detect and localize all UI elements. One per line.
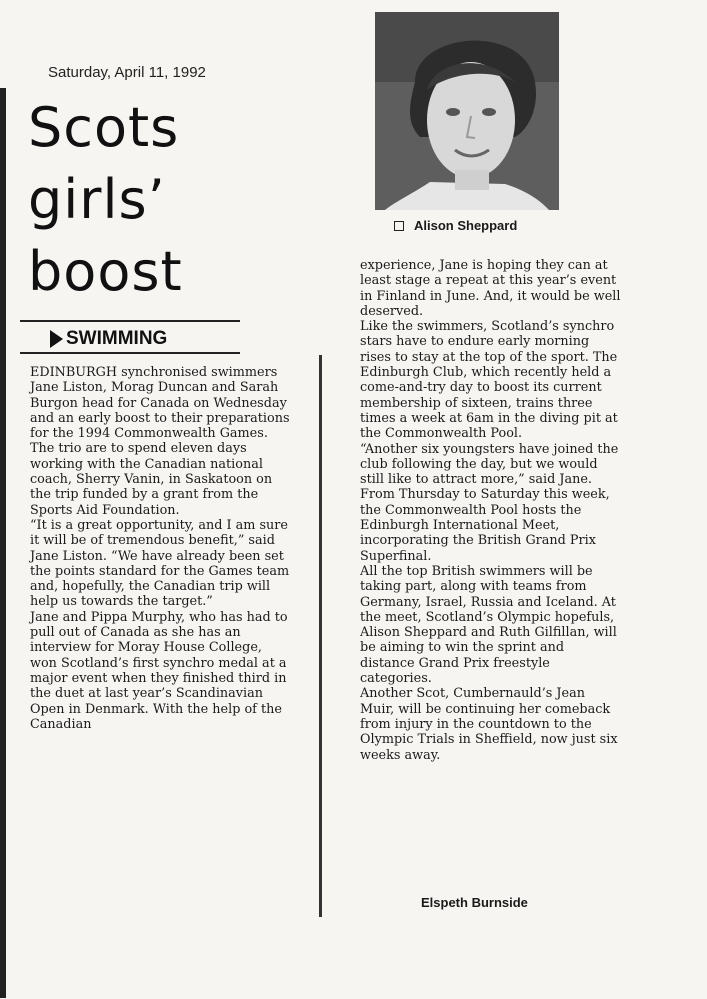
left-margin-rule (0, 88, 6, 998)
dateline: Saturday, April 11, 1992 (48, 64, 206, 81)
col2-paragraph: “Another six youngsters have joined the club following the day, but we would still like to attract more,” said Jane. (360, 441, 619, 488)
section-label-text: SWIMMING (66, 328, 168, 349)
col2-paragraph: experience, Jane is hoping they can at least stage a repeat at this year’s event in Finland in June. And, it would be well deserved. (360, 258, 621, 319)
photo-caption-text: Alison Sheppard (414, 218, 518, 233)
section-rule-bottom (20, 352, 240, 354)
byline: Elspeth Burnside (421, 895, 528, 910)
photo-caption (394, 218, 517, 233)
section-label (50, 328, 167, 350)
col2-paragraph: From Thursday to Saturday this week, the Commonwealth Pool hosts the Edinburgh International Meet, incorporating the British Grand Prix Superfinal. (360, 487, 610, 564)
article-column-1 (30, 365, 292, 732)
column-divider (319, 355, 322, 917)
col1-paragraph: Jane and Pippa Murphy, who has had to pull out of Canada as she has an interview for Moray House College, won Scotland’s first synchro medal at a major event when they finished third in the duet at last year’s Scandinavian Open in Denmark. With the help of the Canadian (30, 609, 288, 732)
col1-paragraph: EDINBURGH synchronised swimmers Jane Liston, Morag Duncan and Sarah Burgon head for Canada on Wednesday and an early boost to their preparations for the 1994 Commonwealth Games. (30, 365, 290, 442)
headline (28, 92, 278, 308)
col1-paragraph: “It is a great opportunity, and I am sure it will be of tremendous benefit,” said Jane Liston. “We have already been set the points standard for the Games team and, hopefully, the Canadian trip will help us towards the target.” (30, 517, 290, 610)
portrait-photo-image (375, 12, 559, 210)
col2-paragraph: Like the swimmers, Scotland’s synchro stars have to endure early morning rises to stay at the top of the sport. The Edinburgh Club, which recently held a come-and-try day to boost its current membership of sixteen, trains three times a week at 6am in the diving pit at the Commonwealth Pool. (360, 319, 618, 442)
triangle-arrow-icon (50, 330, 63, 348)
col2-paragraph: Another Scot, Cumbernauld’s Jean Muir, will be continuing her comeback from injury in the countdown to the Olympic Trials in Sheffield, now just six weeks away. (360, 686, 618, 763)
headline-line-2: girls’ (28, 168, 166, 231)
headline-line-3: boost (28, 240, 183, 303)
portrait-photo (375, 12, 559, 210)
article-column-2 (360, 258, 622, 763)
col2-paragraph: All the top British swimmers will be taking part, along with teams from Germany, Israel, Russia and Iceland. At the meet, Scotland’s Olympic hopefuls, Alison Sheppard and Ruth Gilfillan, will be aiming to win the sprint and distance Grand Prix freestyle categories. (360, 563, 617, 687)
caption-box-icon (394, 221, 404, 231)
headline-line-1: Scots (28, 96, 180, 159)
section-rule-top (20, 320, 240, 322)
col1-paragraph: The trio are to spend eleven days working with the Canadian national coach, Sherry Vanin, in Saskatoon on the trip funded by a grant from the Sports Aid Foundation. (30, 441, 273, 518)
